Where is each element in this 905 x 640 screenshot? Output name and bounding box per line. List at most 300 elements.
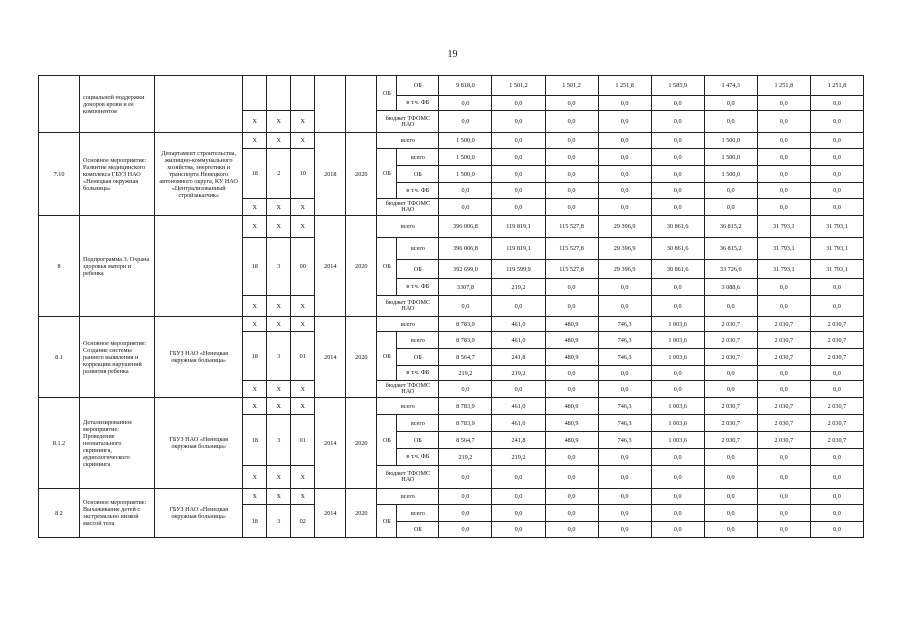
code-x: X: [267, 199, 291, 216]
amount-cell: 0,0: [651, 522, 704, 538]
amount-cell: 1 500,0: [704, 133, 757, 149]
amount-cell: 0,0: [651, 381, 704, 398]
amount-cell: 0,0: [545, 296, 598, 317]
amount-cell: 0,0: [492, 489, 545, 505]
measure-name: Основное мероприятие: Развитие медицинского комплекса ГБУЗ НАО «Ненецкая окружная больница»: [80, 133, 155, 216]
amount-cell: 0,0: [757, 133, 810, 149]
source-sub: ОБ: [397, 522, 439, 538]
grbs-code: 18: [243, 505, 267, 538]
amount-cell: 0,0: [704, 366, 757, 381]
amount-cell: 0,0: [757, 522, 810, 538]
grbs-code: 18: [243, 238, 267, 296]
amount-cell: 0,0: [704, 381, 757, 398]
amount-cell: 0,0: [651, 466, 704, 489]
amount-cell: 115 527,8: [545, 260, 598, 279]
amount-cell: 1 251,8: [757, 76, 810, 96]
amount-cell: 0,0: [545, 522, 598, 538]
page-number: 19: [447, 49, 458, 60]
amount-cell: 0,0: [651, 133, 704, 149]
amount-cell: 115 527,8: [545, 238, 598, 260]
executor: [155, 216, 243, 317]
amount-cell: 392 699,0: [439, 260, 492, 279]
amount-cell: 0,0: [757, 183, 810, 199]
amount-cell: 0,0: [492, 149, 545, 166]
amount-cell: 0,0: [598, 149, 651, 166]
code-x: X: [267, 296, 291, 317]
code-x: X: [267, 216, 291, 238]
source-sub: всего: [397, 238, 439, 260]
source-total: всего: [377, 489, 439, 505]
amount-cell: 0,0: [757, 296, 810, 317]
amount-cell: 2 030,7: [757, 332, 810, 349]
amount-cell: 241,8: [492, 432, 545, 449]
amount-cell: 0,0: [598, 183, 651, 199]
section-code: 2: [267, 149, 291, 199]
amount-cell: 1 500,0: [439, 149, 492, 166]
amount-cell: 0,0: [651, 183, 704, 199]
code-x: X: [243, 398, 267, 415]
amount-cell: 1 003,6: [651, 432, 704, 449]
amount-cell: 0,0: [810, 466, 863, 489]
amount-cell: 31 793,1: [810, 260, 863, 279]
amount-cell: 8 564,7: [439, 349, 492, 366]
amount-cell: 0,0: [757, 111, 810, 133]
amount-cell: 1 500,0: [439, 133, 492, 149]
amount-cell: 0,0: [598, 489, 651, 505]
source-tfoms: бюджет ТФОМС НАО: [377, 466, 439, 489]
table-row: [39, 317, 864, 332]
amount-cell: 1 003,6: [651, 332, 704, 349]
amount-cell: 1 501,2: [492, 76, 545, 96]
amount-cell: 396 006,8: [439, 216, 492, 238]
amount-cell: 461,0: [492, 317, 545, 332]
end-year: 2020: [346, 489, 377, 538]
amount-cell: 119 819,1: [492, 216, 545, 238]
executor: ГБУЗ НАО «Ненецкая окружная больница»: [155, 317, 243, 398]
amount-cell: 2 030,7: [757, 349, 810, 366]
code-x: X: [243, 296, 267, 317]
source-ob: ОБ: [377, 238, 397, 296]
code-x: X: [291, 216, 315, 238]
source-sub: ОБ: [397, 76, 439, 96]
amount-cell: 2 030,7: [757, 432, 810, 449]
amount-cell: 0,0: [545, 381, 598, 398]
amount-cell: 2 030,7: [704, 415, 757, 432]
source-total: всего: [377, 398, 439, 415]
amount-cell: 0,0: [439, 296, 492, 317]
code-x: X: [267, 317, 291, 332]
start-year: 2014: [315, 398, 346, 489]
amount-cell: 0,0: [545, 489, 598, 505]
amount-cell: 1 585,9: [651, 76, 704, 96]
amount-cell: 8 783,9: [439, 398, 492, 415]
code-x: X: [291, 317, 315, 332]
amount-cell: 0,0: [598, 166, 651, 183]
executor: ГБУЗ НАО «Ненецкая окружная больница»: [155, 398, 243, 489]
measure-name: социальной поддержки доноров крови и ее компонентов: [80, 76, 155, 133]
amount-cell: 36 815,2: [704, 238, 757, 260]
amount-cell: 0,0: [810, 279, 863, 296]
code-x: X: [291, 398, 315, 415]
table-row: [39, 133, 864, 149]
amount-cell: 0,0: [545, 366, 598, 381]
amount-cell: 480,9: [545, 415, 598, 432]
amount-cell: 480,9: [545, 349, 598, 366]
amount-cell: 119 819,1: [492, 238, 545, 260]
amount-cell: 1 251,8: [810, 76, 863, 96]
amount-cell: 1 003,6: [651, 398, 704, 415]
amount-cell: 219,2: [439, 366, 492, 381]
amount-cell: 0,0: [651, 279, 704, 296]
amount-cell: 30 861,6: [651, 216, 704, 238]
subsection-code: 10: [291, 149, 315, 199]
amount-cell: 0,0: [757, 149, 810, 166]
amount-cell: 0,0: [810, 366, 863, 381]
amount-cell: 0,0: [757, 381, 810, 398]
amount-cell: 0,0: [598, 111, 651, 133]
section-code: 3: [267, 238, 291, 296]
amount-cell: 480,9: [545, 317, 598, 332]
source-sub: всего: [397, 415, 439, 432]
amount-cell: 0,0: [704, 96, 757, 111]
amount-cell: 2 030,7: [704, 332, 757, 349]
amount-cell: 1 003,6: [651, 349, 704, 366]
amount-cell: 2 030,7: [810, 317, 863, 332]
amount-cell: 480,9: [545, 398, 598, 415]
subsection-code: [291, 76, 315, 111]
amount-cell: 0,0: [704, 449, 757, 466]
source-sub: ОБ: [397, 432, 439, 449]
amount-cell: 0,0: [704, 111, 757, 133]
amount-cell: 0,0: [598, 366, 651, 381]
row-number: 8.2: [39, 489, 80, 538]
amount-cell: 3307,8: [439, 279, 492, 296]
amount-cell: 9 818,0: [439, 76, 492, 96]
amount-cell: 31 793,1: [757, 260, 810, 279]
amount-cell: 0,0: [598, 466, 651, 489]
amount-cell: 0,0: [651, 505, 704, 522]
amount-cell: 119 599,9: [492, 260, 545, 279]
source-ob: ОБ: [377, 149, 397, 199]
code-x: X: [243, 317, 267, 332]
amount-cell: 33 726,6: [704, 260, 757, 279]
amount-cell: 0,0: [810, 96, 863, 111]
amount-cell: 0,0: [492, 96, 545, 111]
budget-table: [38, 75, 864, 538]
row-number: 7.10: [39, 133, 80, 216]
source-tfoms: бюджет ТФОМС НАО: [377, 111, 439, 133]
amount-cell: 0,0: [810, 133, 863, 149]
amount-cell: 480,9: [545, 432, 598, 449]
source-sub: ОБ: [397, 349, 439, 366]
amount-cell: 8 783,9: [439, 332, 492, 349]
amount-cell: 0,0: [810, 296, 863, 317]
amount-cell: 0,0: [492, 166, 545, 183]
amount-cell: 0,0: [545, 133, 598, 149]
amount-cell: 461,0: [492, 332, 545, 349]
amount-cell: 2 030,7: [757, 415, 810, 432]
amount-cell: 0,0: [810, 489, 863, 505]
table-row: [39, 76, 864, 96]
amount-cell: 0,0: [757, 166, 810, 183]
amount-cell: 0,0: [439, 381, 492, 398]
source-sub: в т.ч. ФБ: [397, 366, 439, 381]
measure-name: Основное мероприятие: Создание системы раннего выявления и коррекции нарушений развития ребенка: [80, 317, 155, 398]
code-x: X: [243, 216, 267, 238]
amount-cell: 0,0: [545, 199, 598, 216]
amount-cell: 0,0: [598, 296, 651, 317]
code-x: X: [291, 133, 315, 149]
executor: Департамент строительства, жилищно-коммунального хозяйства, энергетики и транспорта Ненецкого автономного округа, КУ НАО «Централизованный стройзаказчик»: [155, 133, 243, 216]
amount-cell: 0,0: [651, 489, 704, 505]
subsection-code: 01: [291, 332, 315, 381]
code-x: X: [267, 111, 291, 133]
row-number: 8.1: [39, 317, 80, 398]
amount-cell: 0,0: [598, 381, 651, 398]
amount-cell: 0,0: [810, 149, 863, 166]
amount-cell: 29 396,9: [598, 238, 651, 260]
amount-cell: 746,3: [598, 317, 651, 332]
amount-cell: 0,0: [651, 199, 704, 216]
source-tfoms: бюджет ТФОМС НАО: [377, 296, 439, 317]
amount-cell: 0,0: [810, 166, 863, 183]
amount-cell: 0,0: [810, 381, 863, 398]
amount-cell: 0,0: [704, 522, 757, 538]
amount-cell: 0,0: [492, 522, 545, 538]
start-year: [315, 76, 346, 133]
amount-cell: 0,0: [439, 489, 492, 505]
source-sub: всего: [397, 332, 439, 349]
source-sub: в т.ч. ФБ: [397, 96, 439, 111]
grbs-code: 18: [243, 332, 267, 381]
code-x: X: [267, 133, 291, 149]
amount-cell: 0,0: [545, 183, 598, 199]
table-row: [39, 398, 864, 415]
amount-cell: 3 088,6: [704, 279, 757, 296]
amount-cell: 0,0: [704, 505, 757, 522]
grbs-code: [243, 76, 267, 111]
source-tfoms: бюджет ТФОМС НАО: [377, 381, 439, 398]
amount-cell: 0,0: [651, 96, 704, 111]
amount-cell: 0,0: [598, 449, 651, 466]
amount-cell: 0,0: [545, 449, 598, 466]
code-x: X: [291, 296, 315, 317]
amount-cell: 219,2: [492, 279, 545, 296]
end-year: [346, 76, 377, 133]
row-number: 8.1.2: [39, 398, 80, 489]
amount-cell: 0,0: [704, 466, 757, 489]
amount-cell: 0,0: [598, 505, 651, 522]
code-x: X: [267, 381, 291, 398]
amount-cell: 0,0: [492, 133, 545, 149]
amount-cell: 0,0: [439, 505, 492, 522]
amount-cell: 2 030,7: [810, 415, 863, 432]
amount-cell: 0,0: [810, 111, 863, 133]
code-x: X: [267, 489, 291, 505]
section-code: 3: [267, 505, 291, 538]
amount-cell: 2 030,7: [704, 432, 757, 449]
source-total: всего: [377, 216, 439, 238]
amount-cell: 0,0: [492, 381, 545, 398]
code-x: X: [267, 398, 291, 415]
amount-cell: 2 030,7: [704, 317, 757, 332]
source-ob: ОБ: [377, 332, 397, 381]
code-x: X: [291, 199, 315, 216]
end-year: 2020: [346, 133, 377, 216]
code-x: X: [243, 381, 267, 398]
row-number: [39, 76, 80, 133]
source-sub: в т.ч. ФБ: [397, 279, 439, 296]
source-sub: в т.ч. ФБ: [397, 183, 439, 199]
amount-cell: 2 030,7: [810, 332, 863, 349]
code-x: X: [291, 489, 315, 505]
amount-cell: 2 030,7: [810, 398, 863, 415]
code-x: X: [291, 111, 315, 133]
amount-cell: 2 030,7: [704, 398, 757, 415]
amount-cell: 746,3: [598, 432, 651, 449]
amount-cell: 0,0: [651, 149, 704, 166]
amount-cell: 0,0: [651, 111, 704, 133]
code-x: X: [291, 381, 315, 398]
code-x: X: [243, 199, 267, 216]
amount-cell: 29 396,9: [598, 260, 651, 279]
amount-cell: 0,0: [439, 522, 492, 538]
code-x: X: [243, 133, 267, 149]
amount-cell: 0,0: [598, 96, 651, 111]
amount-cell: 0,0: [545, 279, 598, 296]
amount-cell: 1 003,6: [651, 415, 704, 432]
end-year: 2020: [346, 398, 377, 489]
amount-cell: 0,0: [598, 522, 651, 538]
amount-cell: 0,0: [757, 279, 810, 296]
amount-cell: 30 861,6: [651, 260, 704, 279]
amount-cell: 241,8: [492, 349, 545, 366]
section-code: [267, 76, 291, 111]
source-total: всего: [377, 133, 439, 149]
amount-cell: 0,0: [439, 111, 492, 133]
amount-cell: 746,3: [598, 349, 651, 366]
amount-cell: 0,0: [598, 279, 651, 296]
amount-cell: 461,0: [492, 415, 545, 432]
amount-cell: 396 006,8: [439, 238, 492, 260]
section-code: 3: [267, 332, 291, 381]
code-x: X: [243, 466, 267, 489]
amount-cell: 31 793,1: [757, 216, 810, 238]
code-x: X: [243, 111, 267, 133]
amount-cell: 0,0: [757, 449, 810, 466]
row-number: 8: [39, 216, 80, 317]
amount-cell: 0,0: [810, 199, 863, 216]
amount-cell: 219,2: [439, 449, 492, 466]
amount-cell: 36 815,2: [704, 216, 757, 238]
amount-cell: 0,0: [810, 449, 863, 466]
amount-cell: 0,0: [492, 466, 545, 489]
amount-cell: 0,0: [651, 166, 704, 183]
amount-cell: 0,0: [545, 96, 598, 111]
amount-cell: 0,0: [439, 466, 492, 489]
amount-cell: 219,2: [492, 366, 545, 381]
amount-cell: 746,3: [598, 332, 651, 349]
section-code: 3: [267, 415, 291, 466]
amount-cell: 2 030,7: [810, 349, 863, 366]
source-sub: всего: [397, 149, 439, 166]
amount-cell: 0,0: [704, 296, 757, 317]
subsection-code: 01: [291, 415, 315, 466]
table-row: [39, 489, 864, 505]
start-year: 2018: [315, 133, 346, 216]
source-sub: ОБ: [397, 260, 439, 279]
amount-cell: 0,0: [492, 111, 545, 133]
amount-cell: 480,9: [545, 332, 598, 349]
amount-cell: 2 030,7: [757, 398, 810, 415]
amount-cell: 29 396,9: [598, 216, 651, 238]
source-sub: ОБ: [397, 166, 439, 183]
amount-cell: 0,0: [810, 183, 863, 199]
source-ob: ОБ: [377, 76, 397, 111]
amount-cell: 0,0: [439, 183, 492, 199]
amount-cell: 115 527,8: [545, 216, 598, 238]
amount-cell: 1 500,0: [704, 166, 757, 183]
table-row: [39, 216, 864, 238]
amount-cell: 0,0: [651, 366, 704, 381]
amount-cell: 1 500,0: [439, 166, 492, 183]
end-year: 2020: [346, 317, 377, 398]
end-year: 2020: [346, 216, 377, 317]
amount-cell: 0,0: [810, 522, 863, 538]
start-year: 2014: [315, 489, 346, 538]
source-ob: ОБ: [377, 415, 397, 466]
amount-cell: 0,0: [757, 466, 810, 489]
amount-cell: 31 793,1: [810, 238, 863, 260]
start-year: 2014: [315, 216, 346, 317]
amount-cell: 1 474,3: [704, 76, 757, 96]
amount-cell: 30 861,6: [651, 238, 704, 260]
amount-cell: 746,3: [598, 415, 651, 432]
source-sub: всего: [397, 505, 439, 522]
source-total: всего: [377, 317, 439, 332]
amount-cell: 0,0: [545, 505, 598, 522]
amount-cell: 2 030,7: [704, 349, 757, 366]
executor: ГБУЗ НАО «Ненецкая окружная больница»: [155, 489, 243, 538]
amount-cell: 0,0: [545, 166, 598, 183]
amount-cell: 0,0: [757, 199, 810, 216]
measure-name: Подпрограмма 3. Охрана здоровья матери и ребенка: [80, 216, 155, 317]
amount-cell: 1 003,6: [651, 317, 704, 332]
amount-cell: 0,0: [757, 489, 810, 505]
amount-cell: 0,0: [492, 199, 545, 216]
amount-cell: 0,0: [492, 296, 545, 317]
amount-cell: 0,0: [545, 466, 598, 489]
amount-cell: 1 501,2: [545, 76, 598, 96]
source-ob: ОБ: [377, 505, 397, 538]
source-sub: в т.ч. ФБ: [397, 449, 439, 466]
grbs-code: 18: [243, 149, 267, 199]
measure-name: Детализированное мероприятие: Проведение неонатального скрининга, аудиологического скрининга: [80, 398, 155, 489]
amount-cell: 8 783,9: [439, 415, 492, 432]
amount-cell: 0,0: [439, 199, 492, 216]
amount-cell: 0,0: [757, 96, 810, 111]
amount-cell: 0,0: [757, 505, 810, 522]
amount-cell: 1 251,8: [598, 76, 651, 96]
amount-cell: 0,0: [704, 489, 757, 505]
amount-cell: 0,0: [598, 199, 651, 216]
amount-cell: 0,0: [704, 183, 757, 199]
start-year: 2014: [315, 317, 346, 398]
code-x: X: [267, 466, 291, 489]
amount-cell: 2 030,7: [757, 317, 810, 332]
amount-cell: 0,0: [757, 366, 810, 381]
amount-cell: 0,0: [704, 199, 757, 216]
